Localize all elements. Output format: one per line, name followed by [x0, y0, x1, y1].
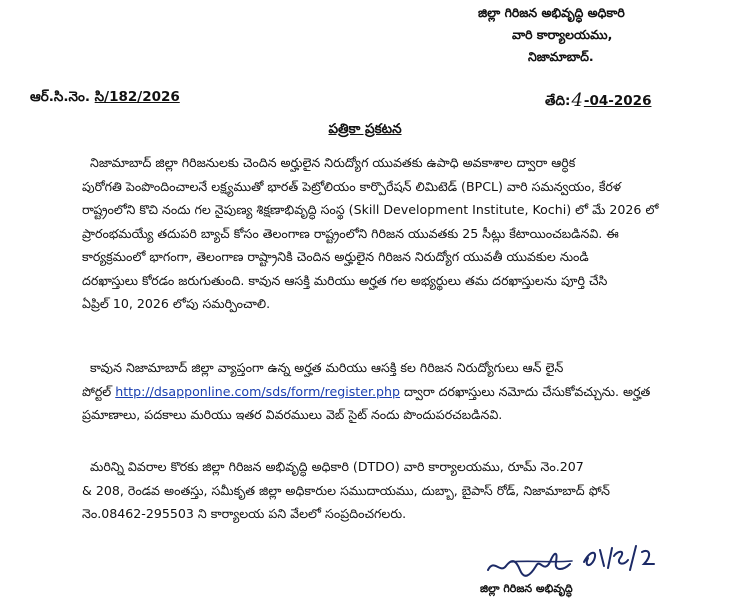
date-day-handwritten: 4 — [571, 90, 583, 111]
date-label: తేది: — [545, 93, 571, 109]
reference-number — [30, 89, 180, 108]
paragraph-1-line: పురోగతి పెంపొందించాలనే లక్ష్యముతో భారత్ పెట్రోలియం కార్పొరేషన్ లిమిటెడ్ (BPCL) వారి సమన్వయం, కేరళ — [82, 178, 621, 194]
paragraph-2 — [82, 356, 702, 427]
paragraph-1-line: ప్రారంభమయ్యే తదుపరి బ్యాచ్ కోసం తెలంగాణ రాష్ట్రంలోని గిరిజన యువతకు 25 సీట్లు కేటాయించబడినవి. ఈ — [82, 225, 619, 241]
paragraph-1-line: కార్యక్రమంలో భాగంగా, తెలంగాణ రాష్ట్రానికి చెందిన అర్హులైన గిరిజన నిరుద్యోగ యువతీ యువకుల నుండి — [82, 249, 589, 264]
paragraph-3-line: నెం.08462-295503 ని కార్యాలయ పని వేలలో సంప్రదించగలరు. — [82, 506, 407, 521]
office-header-line2: వారి కార్యాలయము, — [512, 27, 613, 42]
registration-link[interactable]: http://dsapponline.com/sds/form/register.php — [115, 383, 400, 399]
document-date — [545, 89, 651, 112]
paragraph-3-line: & 208, రెండవ అంతస్తు, సమీకృత జిల్లా అధికారుల సముదాయము, దుబ్బా, బైపాస్ రోడ్, నిజామాబాద్ ఫోన్ — [82, 482, 610, 498]
reference-value: సి/182/2026 — [94, 89, 180, 105]
paragraph-2-line — [82, 380, 698, 404]
paragraph-1-line: ఏప్రిల్ 10, 2026 లోపు సమర్పించాలి. — [82, 296, 271, 311]
office-header — [478, 2, 728, 68]
reference-label: ఆర్.సి.నెం. — [30, 89, 90, 105]
signature-caption: జిల్లా గిరిజన అభివృద్ధి — [480, 582, 573, 595]
paragraph-2-line: ప్రమాణాలు, పదకాలు మరియు ఇతర వివరములు వెబ్ సైట్ నందు పొందుపరచబడినవి. — [82, 407, 503, 422]
paragraph-3-line: మరిన్ని వివరాల కొరకు జిల్లా గిరిజన అభివృద్ధి అధికారి (DTDO) వారి కార్యాలయము, రూమ్ నెం.207 — [90, 459, 584, 474]
press-note-heading: పత్రికా ప్రకటన — [328, 121, 402, 137]
paragraph-1-line: రాష్ట్రంలోని కొచి నందు గల నైపుణ్య శిక్షణాభివృద్ధి సంస్థ (Skill Development Institute, Kochi) లో మే 2026 లో — [82, 202, 659, 217]
portal-prefix: పోర్టల్ — [82, 383, 116, 399]
office-header-line1: జిల్లా గిరిజన అభివృద్ధి అధికారి — [478, 5, 625, 20]
paragraph-1 — [82, 151, 702, 316]
date-value: -04-2026 — [583, 93, 652, 109]
paragraph-1-line: నిజామాబాద్ జిల్లా గిరిజనులకు చెందిన అర్హులైన నిరుద్యోగ యువతకు ఉపాధి అవకాశాల ద్వారా ఆర్ధిక — [90, 155, 576, 170]
paragraph-1-line: దరఖాస్తులు కోరడం జరుగుతుంది. కావున ఆసక్తి మరియు అర్హత గల అభ్యర్థులు తమ దరఖాస్తులను పూర్తి చేసి — [82, 272, 608, 288]
office-header-line3: నిజామాబాద్. — [528, 49, 594, 64]
paragraph-2-line: కావున నిజామాబాద్ జిల్లా వ్యాప్తంగా ఉన్న అర్హత మరియు ఆసక్తి కల గిరిజన నిరుద్యోగులు ఆన్ లైన్ — [90, 360, 564, 375]
paragraph-3 — [82, 455, 702, 526]
portal-suffix: ద్వారా దరఖాస్తులు నమోదు చేసుకోవచ్చును. అర్హత — [399, 383, 651, 399]
